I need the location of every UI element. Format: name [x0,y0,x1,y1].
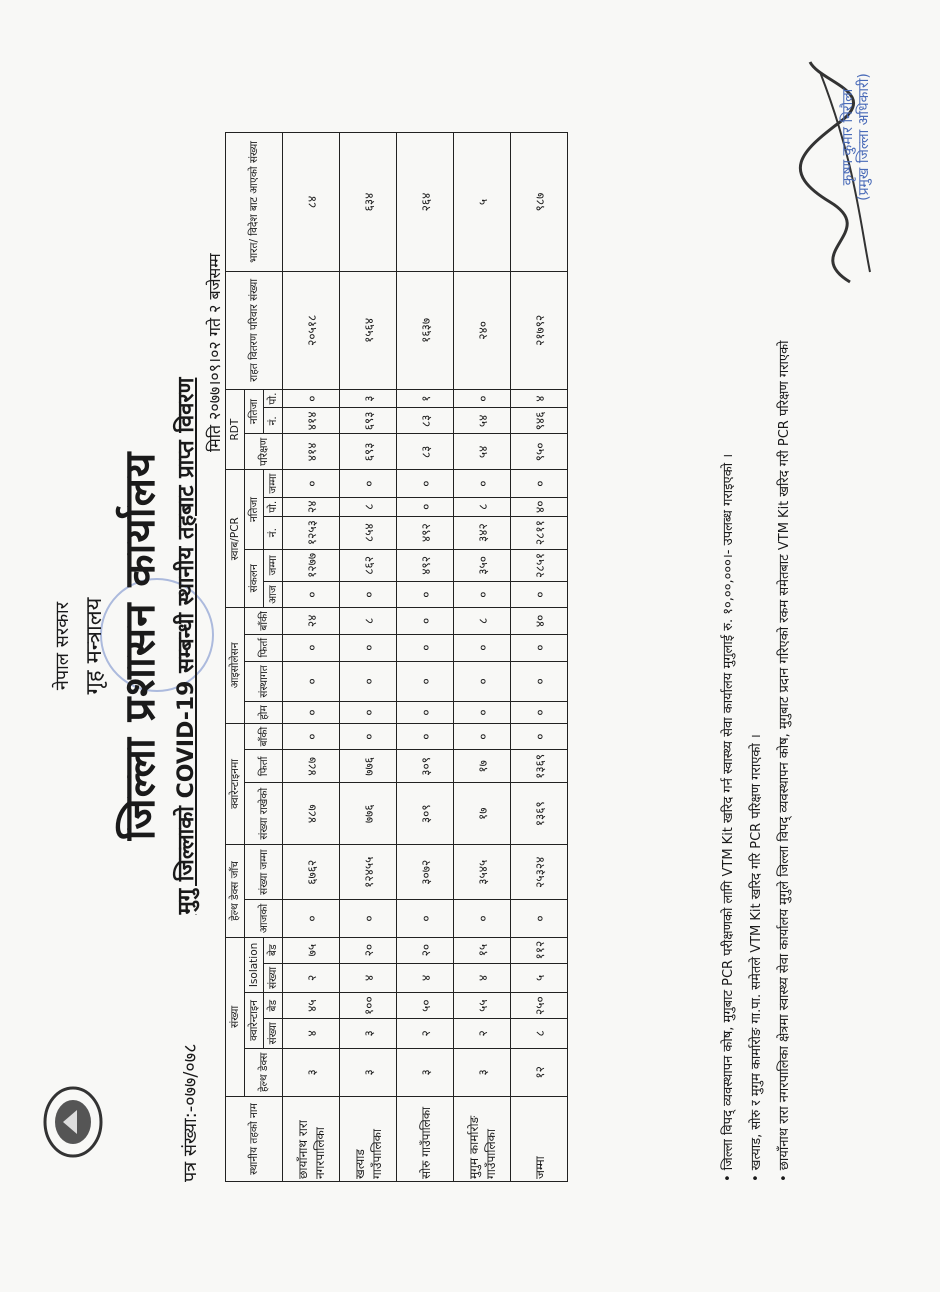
table-cell: ३ [397,1048,454,1096]
table-cell: ० [454,389,511,408]
table-cell: २ [397,1019,454,1049]
table-cell: २४ [283,607,340,634]
office-title: जिल्ला प्रशासन कार्यालय [115,451,164,841]
table-cell: ३५४५ [454,845,511,900]
table-cell: १७ [454,783,511,845]
table-cell: ० [511,702,568,723]
th-institutional: संस्थागत [245,661,283,702]
th-total2: जम्मा [264,470,283,497]
table-cell: २५० [511,993,568,1019]
table-cell: ३ [340,1019,397,1049]
table-cell: ० [283,582,340,608]
table-cell: ३४२ [454,516,511,549]
signature-icon [760,52,910,292]
table-cell: २४० [454,271,511,389]
th-today: आजको [245,900,283,937]
table-cell: ३५० [454,549,511,582]
row-name: जम्मा [511,1097,568,1182]
table-cell: ५ [454,133,511,272]
table-cell: १३६९ [511,783,568,845]
table-cell: २१७९२ [511,271,568,389]
table-cell: ० [511,470,568,497]
table-cell: ४१४ [283,434,340,470]
table-cell: ११२ [511,937,568,963]
th-isolation: Isolation [245,937,264,992]
table-cell: ५५ [454,993,511,1019]
table-row [454,133,511,1182]
table-cell: ० [454,702,511,723]
table-cell: ६३४ [340,133,397,272]
table-cell: ७७६ [340,750,397,783]
document-date: मिति २०७७।०९।०२ गते २ बजेसम्म [205,253,224,452]
note-item: • खत्याड, सोरु र मुगुम कार्मारोङ गा.पा. समेतले VTM Kit खरिद गरि PCR परिक्षण गराएको । [743,122,771,1182]
table-cell: ० [397,497,454,516]
table-cell: १२५३ [283,516,340,549]
th-total-count: संख्या जम्मा [245,845,283,900]
table-cell: २० [340,937,397,963]
th-isolation-people: आइसोलेसन [226,607,245,723]
row-name: सोरु गाउँपालिका [397,1097,454,1182]
table-cell: ५० [397,993,454,1019]
row-name: खत्याड गाउँपालिका [340,1097,397,1182]
table-cell: ९४६ [511,408,568,434]
table-cell: ० [340,470,397,497]
table-cell: ८४ [283,133,340,272]
table-cell: ० [283,900,340,937]
th-returned: फिर्ता [245,750,283,783]
table-cell: २४ [283,497,340,516]
table-cell: ९५० [511,434,568,470]
row-name: छायाँनाथ रारा नगरपालिका [283,1097,340,1182]
table-cell: २६४ [397,133,454,272]
covid-table [225,132,568,1182]
th-foreign: भारत/ विदेश बाट आएको संख्या [226,133,283,272]
signatory [840,42,872,232]
th-number: संख्या [264,1019,283,1049]
table-cell: ० [397,661,454,702]
signatory-name: कृष्ण कुमार निरौला [840,88,856,186]
th-bed: बेड [264,993,283,1019]
table-cell: ४८७ [283,750,340,783]
th-count: संख्या [226,937,245,1096]
table-cell: ६७६२ [283,845,340,900]
table-cell: २ [283,963,340,993]
th-local-level: स्थानीय तहको नाम [226,1097,283,1182]
table-cell: ३०९ [397,750,454,783]
table-cell: ० [511,723,568,750]
table-cell: ५४ [454,408,511,434]
table-cell: १२७७ [283,549,340,582]
table-cell: ४९२ [397,516,454,549]
th-bed2: बेड [264,937,283,963]
table-cell: ० [397,723,454,750]
table-cell: २०५१८ [283,271,340,389]
table-cell: ० [397,607,454,634]
table-cell: १५ [454,937,511,963]
table-cell: ० [397,582,454,608]
th-total: जम्मा [264,549,283,582]
table-cell: ० [340,900,397,937]
table-cell: ० [340,661,397,702]
th-today2: आज [264,582,283,608]
table-cell: ८६२ [340,549,397,582]
th-relief: राहत वितरण परिवार संख्या [226,271,283,389]
th-kept: संख्या राखेको [245,783,283,845]
table-cell: ४ [340,963,397,993]
th-home: होम [245,702,283,723]
signatory-designation: (प्रमुख जिल्ला अधिकारी) [856,73,872,201]
reference-number: पत्र संख्या:-०७७/०७८ [180,1043,201,1182]
table-cell: १६३७ [397,271,454,389]
table-cell: १५६४ [340,271,397,389]
table-cell: ८३ [397,408,454,434]
th-quarantine: क्वारेन्टाइन [245,993,264,1048]
table-cell: ० [283,389,340,408]
table-cell: ० [340,634,397,661]
table-row [340,133,397,1182]
table-row [397,133,454,1182]
table-cell: १३६९ [511,750,568,783]
document-title: मुगु जिल्लाको COVID-19 सम्बन्धी स्थानीय तहबाट प्राप्त विवरण [174,377,199,915]
table-cell: ० [397,900,454,937]
table-cell: ७७६ [340,783,397,845]
table-cell: ७५ [283,937,340,963]
table-cell: ० [454,634,511,661]
th-positive: पो. [264,497,283,516]
table-cell: ४५ [283,993,340,1019]
table-cell: ४ [397,963,454,993]
table-cell: ४ [283,1019,340,1049]
th-negative: नं. [264,516,283,549]
th-negative2: नं. [264,408,283,434]
table-cell: ० [511,661,568,702]
table-cell: १२४५५ [340,845,397,900]
table-cell: ४० [511,607,568,634]
table-cell: ८ [454,497,511,516]
th-test: परिक्षण [245,434,283,470]
table-cell: ४ [454,963,511,993]
note-item: • छायाँनाथ रारा नगरपालिका क्षेत्रमा स्वास्थ्य सेवा कार्यालय मुगुले जिल्ला विपद् व्यवस्थापन कोष, मुगुबाट प्रदान गरिएको रकम समेतबाट VTM Kit खरिद गरी PCR परिक्षण गराएको [771,122,799,1182]
table-row [283,133,340,1182]
table-cell: २५३२४ [511,845,568,900]
table-cell: ० [454,661,511,702]
table-cell: ८ [454,607,511,634]
table-cell: ४ [511,389,568,408]
table-cell: ० [454,900,511,937]
table-cell: ३ [454,1048,511,1096]
table-cell: ८३ [397,434,454,470]
th-health-desk-check: हेल्थ डेक्स जाँच [226,845,245,937]
th-remaining2: बाँकी [245,607,283,634]
table-cell: १०० [340,993,397,1019]
row-name: मुगुम कार्मारोङ गाउँपालिका [454,1097,511,1182]
th-collection: संकलन [245,549,264,607]
table-cell: ० [283,634,340,661]
table-cell: ६९३ [340,434,397,470]
table-cell: ० [454,582,511,608]
th-rdt: RDT [226,389,245,470]
table-cell: ३ [340,1048,397,1096]
table-cell: २ [454,1019,511,1049]
th-result2: नतिजा [245,389,264,434]
table-cell: ५४ [454,434,511,470]
table-cell: ३ [340,389,397,408]
table-cell: ० [397,470,454,497]
table-cell: १२ [511,1048,568,1096]
table-cell: ० [283,470,340,497]
th-positive2: पो. [264,389,283,408]
table-cell: ० [454,723,511,750]
th-remaining: बाँकी [245,723,283,750]
table-cell: ५ [511,963,568,993]
table-cell: ० [511,634,568,661]
table-cell: ० [340,702,397,723]
table-cell: ३०७२ [397,845,454,900]
th-returned2: फिर्ता [245,634,283,661]
th-swab: स्वाब/PCR [226,470,245,608]
table-cell: ० [454,470,511,497]
table-cell: २० [397,937,454,963]
table-cell: ८ [340,497,397,516]
table-row [511,133,568,1182]
table-cell: ० [283,723,340,750]
table-cell: ० [340,723,397,750]
table-cell: ० [283,661,340,702]
table-cell: ० [397,702,454,723]
table-cell: ० [511,900,568,937]
table-cell: २८५१ [511,549,568,582]
table-cell: ३०९ [397,783,454,845]
table-cell: ४१४ [283,408,340,434]
table-cell: ८ [511,1019,568,1049]
table-cell: ८ [340,607,397,634]
th-isolation-count: संख्या [264,963,283,993]
table-cell: ६९३ [340,408,397,434]
table-cell: ० [340,582,397,608]
table-cell: ४९२ [397,549,454,582]
ministry-label: गृह मन्त्रालय [82,597,107,695]
table-cell: ४० [511,497,568,516]
table-cell: ९८७ [511,133,568,272]
government-label: नेपाल सरकार [52,601,73,691]
table-cell: २८११ [511,516,568,549]
table-cell: १ [397,389,454,408]
table-cell: १७ [454,750,511,783]
th-health-desk: हेल्थ डेक्स [245,1048,283,1096]
th-result: नतिजा [245,470,264,549]
th-quarantine-people: क्वारेन्टाइनमा [226,723,245,845]
note-item: • जिल्ला विपद् व्यवस्थापन कोष, मुगुबाट PCR परीक्षणको लागि VTM Kit खरिद गर्न स्वास्थ्य सेवा कार्यालय मुगुलाई रु. १०,००,०००।- उपलब्ध गराइएको । [715,122,743,1182]
table-cell: ३ [283,1048,340,1096]
table-cell: ४८७ [283,783,340,845]
table-cell: ० [397,634,454,661]
table-cell: ० [511,582,568,608]
table-cell: ० [283,702,340,723]
table-cell: ८५४ [340,516,397,549]
